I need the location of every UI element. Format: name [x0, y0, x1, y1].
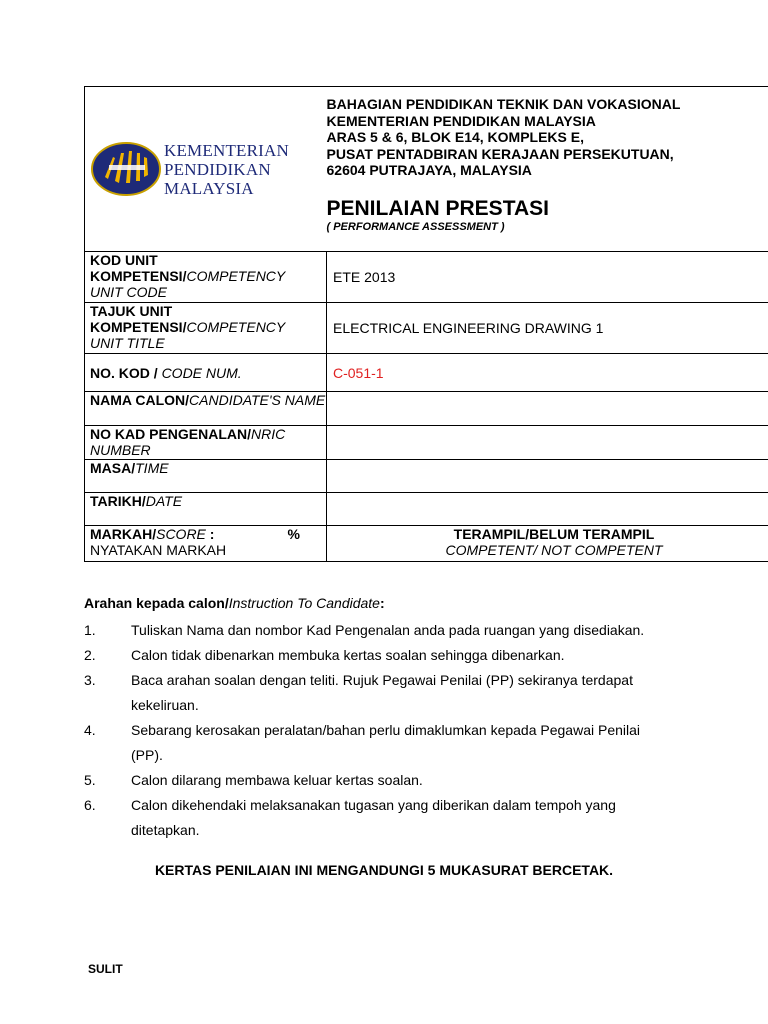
nric-label [85, 426, 327, 460]
markah-label-italic: SCORE [156, 526, 206, 542]
no-kod-value: C-051-1 [327, 354, 768, 392]
instruction-item [84, 618, 704, 643]
page-count-notice: KERTAS PENILAIAN INI MENGANDUNGI 5 MUKASURAT BERCETAK. [154, 862, 614, 878]
kod-unit-label-line3: UNIT CODE [90, 284, 167, 300]
instruction-text: Sebarang kerosakan peralatan/bahan perlu dimaklumkan kepada Pegawai Penilai [131, 722, 641, 738]
row-masa [85, 460, 768, 493]
instruction-text: ditetapkan. [131, 822, 200, 838]
address-line: PUSAT PENTADBIRAN KERAJAAN PERSEKUTUAN, [326, 145, 674, 162]
tajuk-unit-label-line3: UNIT TITLE [90, 335, 165, 351]
row-markah [85, 526, 768, 562]
kod-unit-value: ETE 2013 [327, 252, 768, 303]
instruction-text: Calon tidak dibenarkan membuka kertas soalan sehingga dibenarkan. [131, 647, 565, 663]
instruction-number: 1. [84, 622, 96, 638]
row-tarikh [85, 493, 768, 526]
instruction-text: Calon dilarang membawa keluar kertas soalan. [131, 772, 423, 788]
masa-label-bold: MASA/ [90, 460, 136, 476]
no-kod-label [85, 354, 327, 392]
instruction-text: Tuliskan Nama dan nombor Kad Pengenalan anda pada ruangan yang disediakan. [131, 622, 645, 638]
markah-colon: : [205, 526, 215, 542]
ministry-address [327, 87, 768, 179]
address-line: BAHAGIAN PENDIDIKAN TEKNIK DAN VOKASIONAL [326, 96, 681, 112]
instruction-item [84, 643, 704, 668]
row-no-kod [85, 354, 768, 392]
masa-label [85, 460, 327, 493]
logo-line-1: KEMENTERIAN [164, 140, 289, 160]
tarikh-field[interactable] [327, 493, 768, 526]
document-subtitle: ( PERFORMANCE ASSESSMENT ) [326, 220, 505, 233]
row-tajuk-unit [85, 303, 768, 354]
logo-line-2: PENDIDIKAN [164, 159, 271, 179]
nama-label-bold: NAMA CALON/ [90, 392, 190, 408]
logo-cell [85, 87, 327, 252]
instruction-number: 5. [84, 772, 96, 788]
instruction-item [84, 768, 704, 793]
tarikh-label-italic: DATE [145, 493, 183, 509]
nric-label-italic: NRIC NUMBER [90, 426, 286, 458]
markah-subtext: NYATAKAN MARKAH [90, 542, 227, 558]
tarikh-label-bold: TARIKH/ [90, 493, 146, 509]
logo-line-3: MALAYSIA [164, 178, 254, 198]
nric-field[interactable] [327, 426, 768, 460]
row-kod-unit [85, 252, 768, 303]
markah-label [85, 526, 327, 562]
instruction-item [84, 718, 704, 768]
competency-result-cell [327, 526, 768, 562]
instructions-section [84, 594, 704, 843]
address-line: 62604 PUTRAJAYA, MALAYSIA [326, 162, 532, 178]
instruction-number: 3. [84, 672, 96, 688]
tajuk-unit-label-italic: COMPETENCY [186, 319, 286, 335]
tajuk-unit-label [85, 303, 327, 354]
competency-result-label: TERAMPIL/BELUM TERAMPIL [453, 526, 655, 542]
address-line: KEMENTERIAN PENDIDIKAN MALAYSIA [326, 112, 596, 129]
instruction-item [84, 793, 704, 843]
kod-unit-label [85, 252, 327, 303]
instruction-number: 2. [84, 647, 96, 663]
header-text-cell [327, 87, 768, 252]
instructions-list [84, 618, 704, 843]
row-nric [85, 426, 768, 460]
logo-wordmark [164, 141, 289, 198]
no-kod-label-italic: CODE NUM. [161, 364, 242, 381]
instruction-text: (PP). [131, 747, 163, 763]
classification-footer: SULIT [88, 962, 123, 976]
tarikh-label [85, 493, 327, 526]
nama-calon-field[interactable] [327, 392, 768, 426]
instructions-heading-italic: Instruction To Candidate [228, 595, 380, 611]
nama-calon-label [85, 392, 327, 426]
ministry-emblem-icon [91, 141, 161, 197]
instructions-heading-bold: Arahan kepada calon/ [84, 595, 229, 611]
kod-unit-label-bold: KOMPETENSI/ [90, 268, 187, 284]
address-line: ARAS 5 & 6, BLOK E14, KOMPLEKS E, [326, 129, 584, 145]
markah-percent: % [287, 526, 300, 542]
instruction-text: Baca arahan soalan dengan teliti. Rujuk Pegawai Penilai (PP) sekiranya terdapat [131, 672, 633, 688]
kod-unit-label-italic: COMPETENCY [186, 268, 286, 284]
tajuk-unit-label-line1: TAJUK UNIT [90, 303, 173, 319]
nric-label-bold: NO KAD PENGENALAN/ [90, 426, 252, 442]
kod-unit-label-line1: KOD UNIT [90, 252, 158, 268]
masa-field[interactable] [327, 460, 768, 493]
tajuk-unit-label-bold: KOMPETENSI/ [90, 319, 187, 335]
no-kod-label-bold: NO. KOD / [90, 364, 162, 381]
row-nama-calon [85, 392, 768, 426]
instruction-item [84, 668, 704, 718]
ministry-logo [91, 141, 327, 198]
instructions-heading [84, 594, 704, 612]
instructions-heading-colon: : [379, 595, 385, 611]
document-title: PENILAIAN PRESTASI [326, 196, 549, 220]
markah-label-bold: MARKAH/ [90, 526, 157, 542]
masa-label-italic: TIME [135, 460, 169, 476]
instruction-text: kekeliruan. [131, 697, 199, 713]
form-header-row [85, 87, 768, 252]
competency-result-english: COMPETENT/ NOT COMPETENT [445, 542, 663, 558]
instruction-number: 6. [84, 797, 96, 813]
tajuk-unit-value: ELECTRICAL ENGINEERING DRAWING 1 [327, 303, 768, 354]
instruction-number: 4. [84, 722, 96, 738]
nama-label-italic: CANDIDATE'S NAME [189, 392, 326, 408]
assessment-form-table [84, 86, 768, 562]
instruction-text: Calon dikehendaki melaksanakan tugasan yang diberikan dalam tempoh yang [131, 797, 616, 813]
